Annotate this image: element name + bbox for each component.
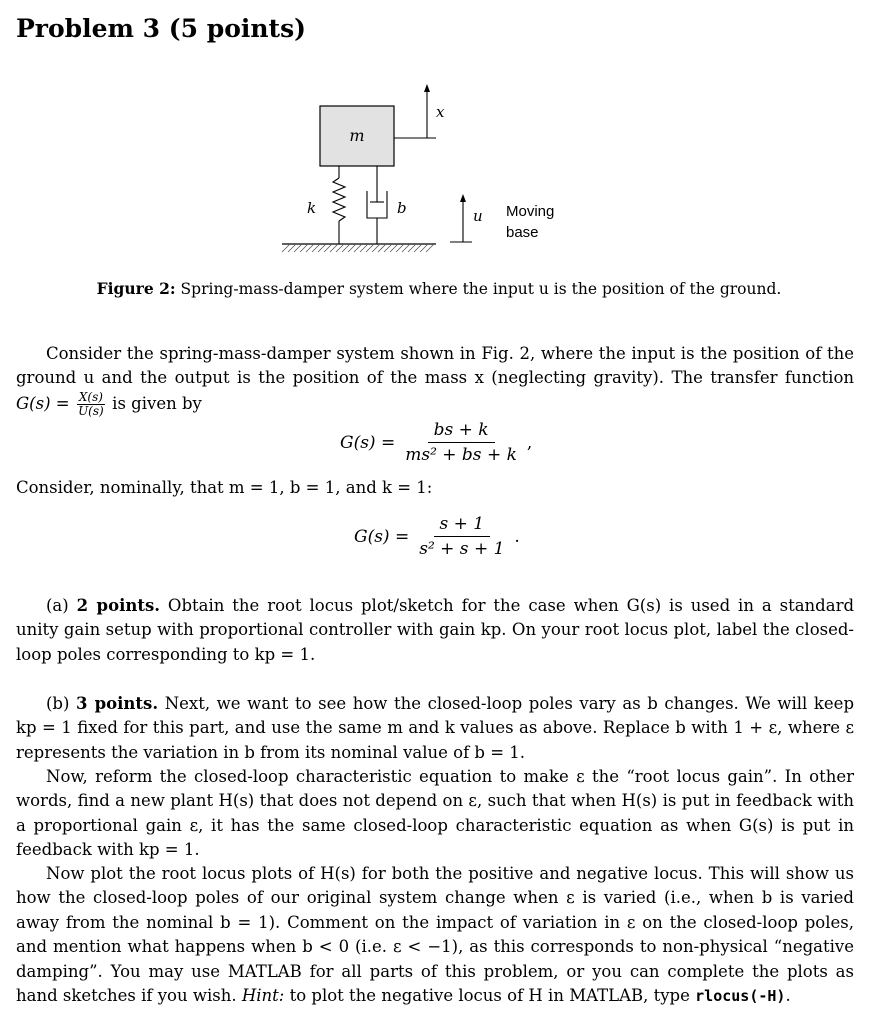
hint-end: . bbox=[785, 986, 791, 1006]
spring bbox=[333, 166, 345, 244]
u-arrow-head bbox=[460, 194, 466, 202]
ground-hatch bbox=[282, 244, 434, 252]
eq2-lhs: G(s) = bbox=[354, 526, 410, 547]
nominal-paragraph bbox=[16, 476, 854, 500]
spring-mass-damper-figure bbox=[270, 82, 590, 267]
intro-tf-num: X(s) bbox=[78, 389, 103, 404]
part-a-points: 2 points. bbox=[76, 596, 160, 615]
equation-nominal bbox=[354, 514, 520, 559]
eq1-lhs: G(s) = bbox=[340, 432, 396, 453]
intro-tf-lhs: G(s) = bbox=[16, 393, 70, 413]
part-b-text-3: Now plot the root locus plots of H(s) for both the positive and negative locus. This will show us how the closed-loop poles of our original system change when ε is varied (i.e., when b is varied away from the nominal b = 1). Comment on the impact of variation in ε on the closed-loop poles, and mention what happens when b < 0 (i.e. ε < −1), as this corresponds to non-physical “negative damping”. You may use MATLAB for all parts of this problem, or you can complete the plots as hand sketches if you wish. bbox=[16, 864, 854, 1006]
part-b-text-1: Next, we want to see how the closed-loop poles vary as b changes. We will keep kp = 1 fixed for this part, and use the same m and k values as above. Replace b with 1 + ε, where ε represents the variation in b from its nominal value of b = 1. bbox=[16, 694, 855, 762]
intro-paragraph bbox=[16, 342, 854, 418]
eq1-tail: , bbox=[526, 432, 533, 453]
intro-tail: is given by bbox=[112, 393, 202, 413]
nominal-text: Consider, nominally, that m = 1, b = 1, and k = 1: bbox=[16, 478, 433, 497]
equation-general bbox=[340, 420, 532, 465]
part-b-paragraph-1 bbox=[16, 692, 854, 765]
problem-title: Problem 3 (5 points) bbox=[16, 14, 306, 43]
part-a-text: Obtain the root locus plot/sketch for the case when G(s) is used in a standard unity gain setup with proportional controller with gain kp. On your root locus plot, label the closed-loop poles corresponding to kp = 1. bbox=[16, 596, 855, 664]
part-b-paragraph-2 bbox=[16, 765, 854, 863]
part-b-paragraph-3 bbox=[16, 862, 854, 1008]
caption-prefix: Figure 2: bbox=[96, 279, 176, 298]
spring-label: k bbox=[307, 199, 317, 217]
x-arrow-head bbox=[424, 84, 430, 92]
x-label: x bbox=[436, 103, 445, 121]
intro-tf-fraction bbox=[77, 391, 105, 418]
damper bbox=[367, 166, 387, 244]
intro-tf-den: U(s) bbox=[78, 403, 104, 418]
moving-base-label-2: base bbox=[506, 224, 539, 241]
eq2-fraction bbox=[413, 514, 510, 559]
part-a-label: (a) bbox=[46, 596, 69, 615]
u-label: u bbox=[473, 207, 483, 225]
part-b-text-2: Now, reform the closed-loop characteristic equation to make ε the “root locus gain”. In other words, find a new plant H(s) that does not depend on ε, such that when H(s) is put in feedback with a proportional gain ε, it has the same closed-loop characteristic equation as when G(s) is put in feedback with kp = 1. bbox=[16, 767, 854, 860]
part-b-points: 3 points. bbox=[76, 694, 159, 713]
figure-caption bbox=[0, 279, 878, 298]
part-b-label: (b) bbox=[46, 694, 70, 713]
intro-text: Consider the spring-mass-damper system shown in Fig. 2, where the input is the position of the ground u and the output is the position of the mass x (neglecting gravity). The transfer function bbox=[16, 344, 854, 388]
eq2-tail: . bbox=[514, 526, 520, 547]
mass-label: m bbox=[349, 126, 365, 145]
eq2-numerator: s + 1 bbox=[434, 514, 491, 537]
eq1-denominator: ms² + bs + k bbox=[405, 445, 517, 465]
caption-text: Spring-mass-damper system where the input u is the position of the ground. bbox=[180, 280, 782, 298]
hint-label: Hint: bbox=[241, 986, 285, 1006]
intro-transfer-function bbox=[16, 391, 107, 418]
hint-text: to plot the negative locus of H in MATLAB, type bbox=[289, 986, 690, 1006]
eq1-fraction bbox=[399, 420, 523, 465]
eq2-denominator: s² + s + 1 bbox=[419, 539, 505, 559]
damper-label: b bbox=[397, 199, 407, 217]
eq1-numerator: bs + k bbox=[428, 420, 495, 443]
hint-code: rlocus(-H) bbox=[695, 987, 786, 1006]
part-a-paragraph bbox=[16, 594, 854, 667]
moving-base-label-1: Moving bbox=[506, 203, 555, 220]
